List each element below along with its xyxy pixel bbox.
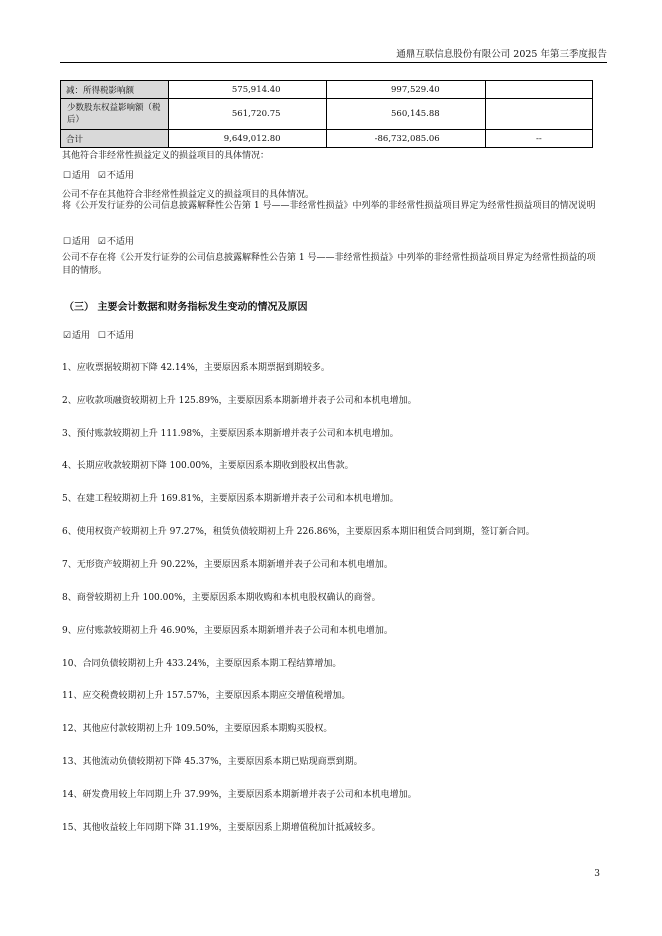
report-header-title: 通鼎互联信息股份有限公司 2025 年第三季度报告 bbox=[396, 49, 607, 60]
non-recurring-gains-table bbox=[60, 80, 593, 148]
section3-applicable bbox=[62, 328, 134, 341]
other-items-applicable bbox=[62, 168, 134, 181]
other-items-note: 公司不存在其他符合非经常性损益定义的损益项目的具体情况。 bbox=[62, 190, 315, 200]
not-applicable-label: 不适用 bbox=[106, 237, 134, 247]
header-divider bbox=[60, 62, 607, 63]
not-applicable-label: 不适用 bbox=[106, 331, 134, 341]
change-item: 8、商誉较期初上升 100.00%，主要原因系本期收购和本机电股权确认的商誉。 bbox=[62, 593, 381, 603]
recurring-explanation-note: 公司不存在将《公开发行证券的公司信息披露解释性公告第 1 号——非经常性损益》中列举的非经常性损益项目界定为经常性损益的项目的情形。 bbox=[62, 253, 596, 276]
row-note bbox=[485, 81, 592, 99]
change-item: 2、应收款项融资较期初上升 125.89%，主要原因系本期新增并表子公司和本机电增加。 bbox=[62, 396, 417, 406]
checked-checkbox-icon: ☑ bbox=[97, 171, 106, 181]
change-item: 9、应付账款较期初上升 46.90%，主要原因系本期新增并表子公司和本机电增加。 bbox=[62, 626, 393, 636]
page-number: 3 bbox=[594, 869, 600, 879]
unchecked-checkbox-icon: ☐ bbox=[62, 171, 72, 181]
row-note: -- bbox=[485, 130, 592, 148]
unchecked-checkbox-icon: ☐ bbox=[62, 237, 72, 247]
row-label: 少数股东权益影响额（税后） bbox=[61, 99, 169, 130]
applicable-label: 适用 bbox=[72, 331, 91, 341]
change-item: 1、应收票据较期初下降 42.14%，主要原因系本期票据到期较多。 bbox=[62, 363, 330, 373]
other-items-heading: 其他符合非经常性损益定义的损益项目的具体情况： bbox=[62, 151, 270, 161]
change-item: 6、使用权资产较期初上升 97.27%，租赁负债较期初上升 226.86%，主要原因系本期旧租赁合同到期，签订新合同。 bbox=[62, 527, 535, 537]
checked-checkbox-icon: ☑ bbox=[62, 331, 72, 341]
not-applicable-label: 不适用 bbox=[106, 171, 134, 181]
checked-checkbox-icon: ☑ bbox=[97, 237, 106, 247]
change-item: 4、长期应收款较期初下降 100.00%，主要原因系本期收到股权出售款。 bbox=[62, 461, 354, 471]
applicable-label: 适用 bbox=[72, 171, 91, 181]
table-row bbox=[61, 130, 593, 148]
row-value-current: 575,914.40 bbox=[169, 81, 326, 99]
row-value-current: 9,649,012.80 bbox=[169, 130, 326, 148]
change-item: 14、研发费用较上年同期上升 37.99%，主要原因系本期新增并表子公司和本机电增加。 bbox=[62, 790, 417, 800]
change-item: 13、其他流动负债较期初下降 45.37%，主要原因系本期已贴现商票到期。 bbox=[62, 757, 363, 767]
row-value-current: 561,720.75 bbox=[169, 99, 326, 130]
recurring-explanation-applicable bbox=[62, 234, 134, 247]
table-row bbox=[61, 99, 593, 130]
row-label: 减：所得税影响额 bbox=[61, 81, 169, 99]
row-value-ytd: 997,529.40 bbox=[326, 81, 485, 99]
row-value-ytd: 560,145.88 bbox=[326, 99, 485, 130]
change-item: 5、在建工程较期初上升 169.81%，主要原因系本期新增并表子公司和本机电增加。 bbox=[62, 494, 399, 504]
change-item: 7、无形资产较期初上升 90.22%，主要原因系本期新增并表子公司和本机电增加。 bbox=[62, 560, 393, 570]
unchecked-checkbox-icon: ☐ bbox=[97, 331, 106, 341]
change-item: 10、合同负债较期初上升 433.24%，主要原因系本期工程结算增加。 bbox=[62, 659, 342, 669]
change-item: 3、预付账款较期初上升 111.98%，主要原因系本期新增并表子公司和本机电增加。 bbox=[62, 429, 399, 439]
recurring-explanation-heading: 将《公开发行证券的公司信息披露解释性公告第 1 号——非经常性损益》中列举的非经常性损益项目界定为经常性损益项目的情况说明 bbox=[62, 201, 596, 211]
row-value-ytd: -86,732,085.06 bbox=[326, 130, 485, 148]
change-item: 12、其他应付款较期初上升 109.50%，主要原因系本期购买股权。 bbox=[62, 724, 333, 734]
applicable-label: 适用 bbox=[72, 237, 91, 247]
table-row bbox=[61, 81, 593, 99]
section-title: （三） 主要会计数据和财务指标发生变动的情况及原因 bbox=[64, 302, 308, 313]
change-item: 15、其他收益较上年同期下降 31.19%，主要原因系上期增值税加计抵减较多。 bbox=[62, 823, 381, 833]
row-label: 合计 bbox=[61, 130, 169, 148]
row-note bbox=[485, 99, 592, 130]
change-item: 11、应交税费较期初上升 157.57%，主要原因系本期应交增值税增加。 bbox=[62, 691, 351, 701]
